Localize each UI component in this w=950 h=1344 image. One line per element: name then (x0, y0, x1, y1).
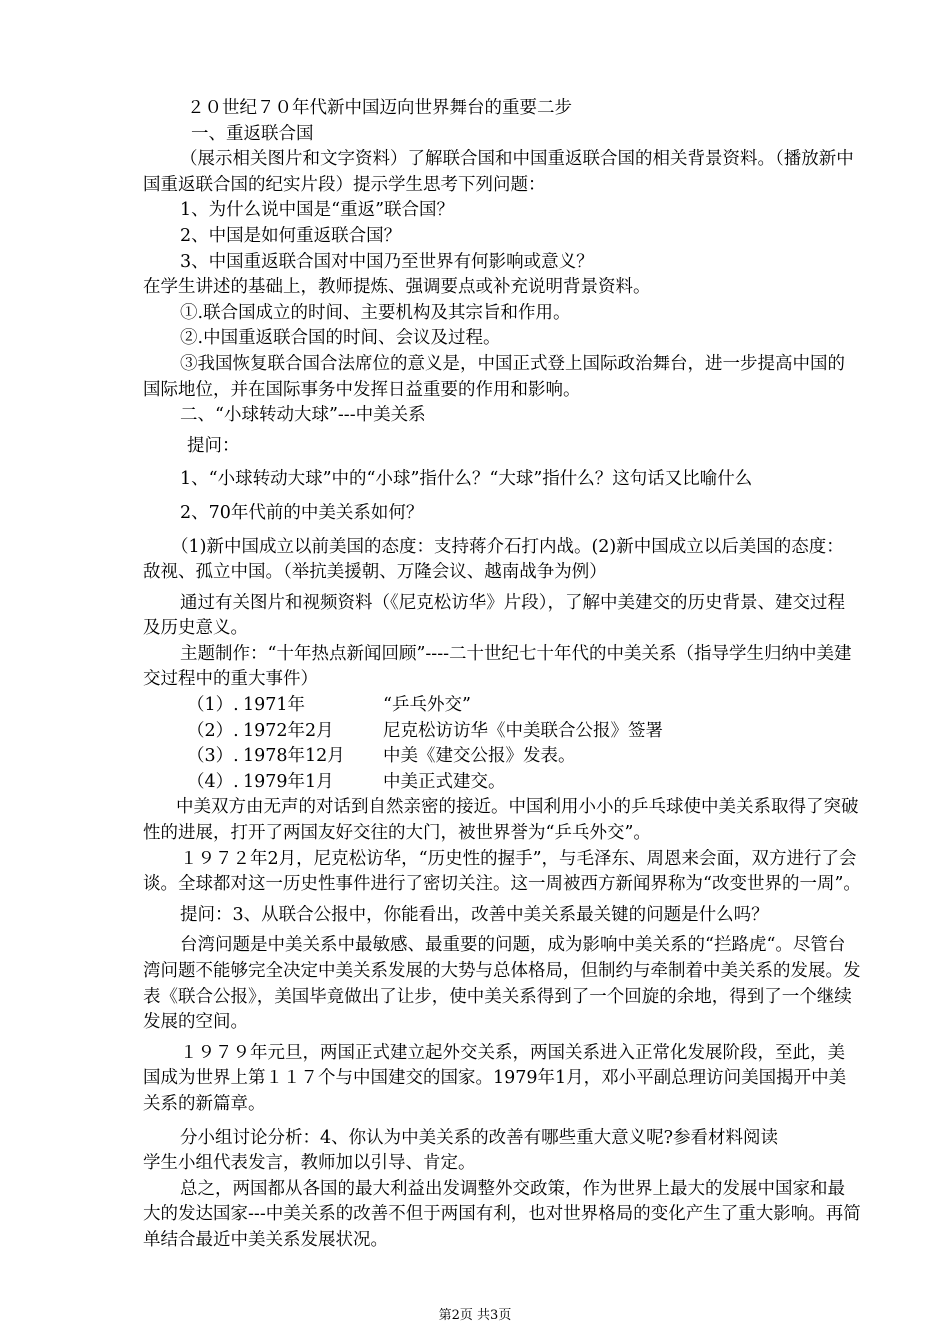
timeline-item (143, 744, 861, 770)
section2-ask-label: 提问： (187, 435, 240, 456)
timeline-event: 中美《建交公报》发表。 (383, 746, 576, 767)
section2-video-paragraph: 通过有关图片和视频资料（《尼克松访华》片段），了解中美建交的历史背景、建交过程及历史意义。 (143, 592, 845, 639)
timeline-date: 1978年12月 (243, 746, 345, 767)
pingpong-paragraph: 中美双方由无声的对话到自然亲密的接近。中国利用小小的乒乓球使中美关系取得了突破性的进展，打开了两国友好交往的大门，被世界誉为“乒乓外交”。 (143, 797, 859, 844)
conclusion-paragraph: 总之，两国都从各国的最大利益出发调整外交政策，作为世界上最大的发展中国家和最大的发达国家---中美关系的改善不但于两国有利，也对世界格局的变化产生了重大影响。再简单结合最近中美关系发展状况。 (143, 1178, 861, 1250)
section1-question-2: 2、中国是如何重返联合国？ (180, 225, 402, 246)
section1-point-2: ②.中国重返联合国的时间、会议及过程。 (180, 328, 501, 349)
section1-question-3: 3、中国重返联合国对中国乃至世界有何影响或意义？ (180, 251, 594, 272)
diplomacy-1979-paragraph: １９７９年元旦，两国正式建立起外交关系，两国关系进入正常化发展阶段，至此，美国成为世界上第１１７个与中国建交的国家。1979年1月，邓小平副总理访问美国揭开中美关系的新篇章。 (143, 1042, 847, 1114)
section2-answer: （1)新中国成立以前美国的态度：支持蒋介石打内战。(2)新中国成立以后美国的态度：敌视、孤立中国。（举抗美援朝、万隆会议、越南战争为例） (143, 536, 844, 583)
timeline-item (143, 770, 861, 796)
document-title: ２０世纪７０年代新中国迈向世界舞台的重要二步 (187, 98, 572, 118)
timeline-number: （4）. (187, 771, 239, 792)
nixon-paragraph: １９７２年2月，尼克松访华，“历史性的握手”，与毛泽东、周恩来会面，双方进行了会谈。全球都对这一历史性事件进行了密切关注。这一周被西方新闻界称为“改变世界的一周”。 (143, 848, 861, 895)
timeline-number: （1）. (187, 695, 239, 716)
section1-point-3: ③我国恢复联合国合法席位的意义是，中国正式登上国际政治舞台，进一步提高中国的国际地位，并在国际事务中发挥日益重要的作用和影响。 (143, 353, 845, 400)
section1-summary-lead: 在学生讲述的基础上，教师提炼、强调要点或补充说明背景资料。 (143, 277, 651, 298)
timeline-date: 1972年2月 (243, 720, 334, 741)
section1-intro: （展示相关图片和文字资料）了解联合国和中国重返联合国的相关背景资料。（播放新中国重返联合国的纪实片段）提示学生思考下列问题： (143, 149, 854, 195)
section2-heading: 二、“小球转动大球”---中美关系 (180, 405, 426, 426)
timeline-number: （2）. (187, 720, 239, 741)
section2-question-3: 提问：3、从联合公报中，你能看出，改善中美关系最关键的问题是什么吗？ (180, 904, 769, 925)
group-discussion-paragraph: 学生小组代表发言，教师加以引导、肯定。 (143, 1153, 476, 1174)
section1-heading: 一、重返联合国 (191, 123, 314, 144)
timeline-event: 尼克松访访华《中美联合公报》签署 (383, 720, 663, 741)
timeline-date: 1971年 (243, 695, 306, 716)
timeline-list (143, 693, 861, 795)
page-number-footer: 第2页 共3页 (438, 1308, 512, 1323)
section2-theme-paragraph: 主题制作：“十年热点新闻回顾”----二十世纪七十年代的中美关系（指导学生归纳中美建交过程中的重大事件） (143, 643, 852, 690)
section2-question-4: 分小组讨论分析：4、你认为中美关系的改善有哪些重大意义呢?参看材料阅读 (180, 1127, 779, 1148)
timeline-item (143, 693, 861, 719)
timeline-number: （3）. (187, 746, 239, 767)
timeline-date: 1979年1月 (243, 771, 334, 792)
section1-question-1: 1、为什么说中国是“重返”联合国？ (180, 200, 455, 221)
timeline-event: “乒乓外交” (383, 695, 471, 716)
section2-question-1: 1、“小球转动大球”中的“小球”指什么？“大球”指什么？这句话又比喻什么 (180, 469, 753, 490)
section2-question-2: 2、70年代前的中美关系如何？ (180, 502, 424, 523)
timeline-event: 中美正式建交。 (383, 771, 506, 792)
document-body (143, 96, 861, 1254)
section1-point-1: ①.联合国成立的时间、主要机构及其宗旨和作用。 (180, 302, 571, 323)
timeline-item (143, 719, 861, 745)
taiwan-paragraph: 台湾问题是中美关系中最敏感、最重要的问题，成为影响中美关系的“拦路虎“。尽管台湾问题不能够完全决定中美关系发展的大势与总体格局，但制约与牵制着中美关系的发展。发表《联合公报》，美国毕竟做出了让步，使中美关系得到了一个回旋的余地，得到了一个继续发展的空间。 (143, 935, 861, 1033)
